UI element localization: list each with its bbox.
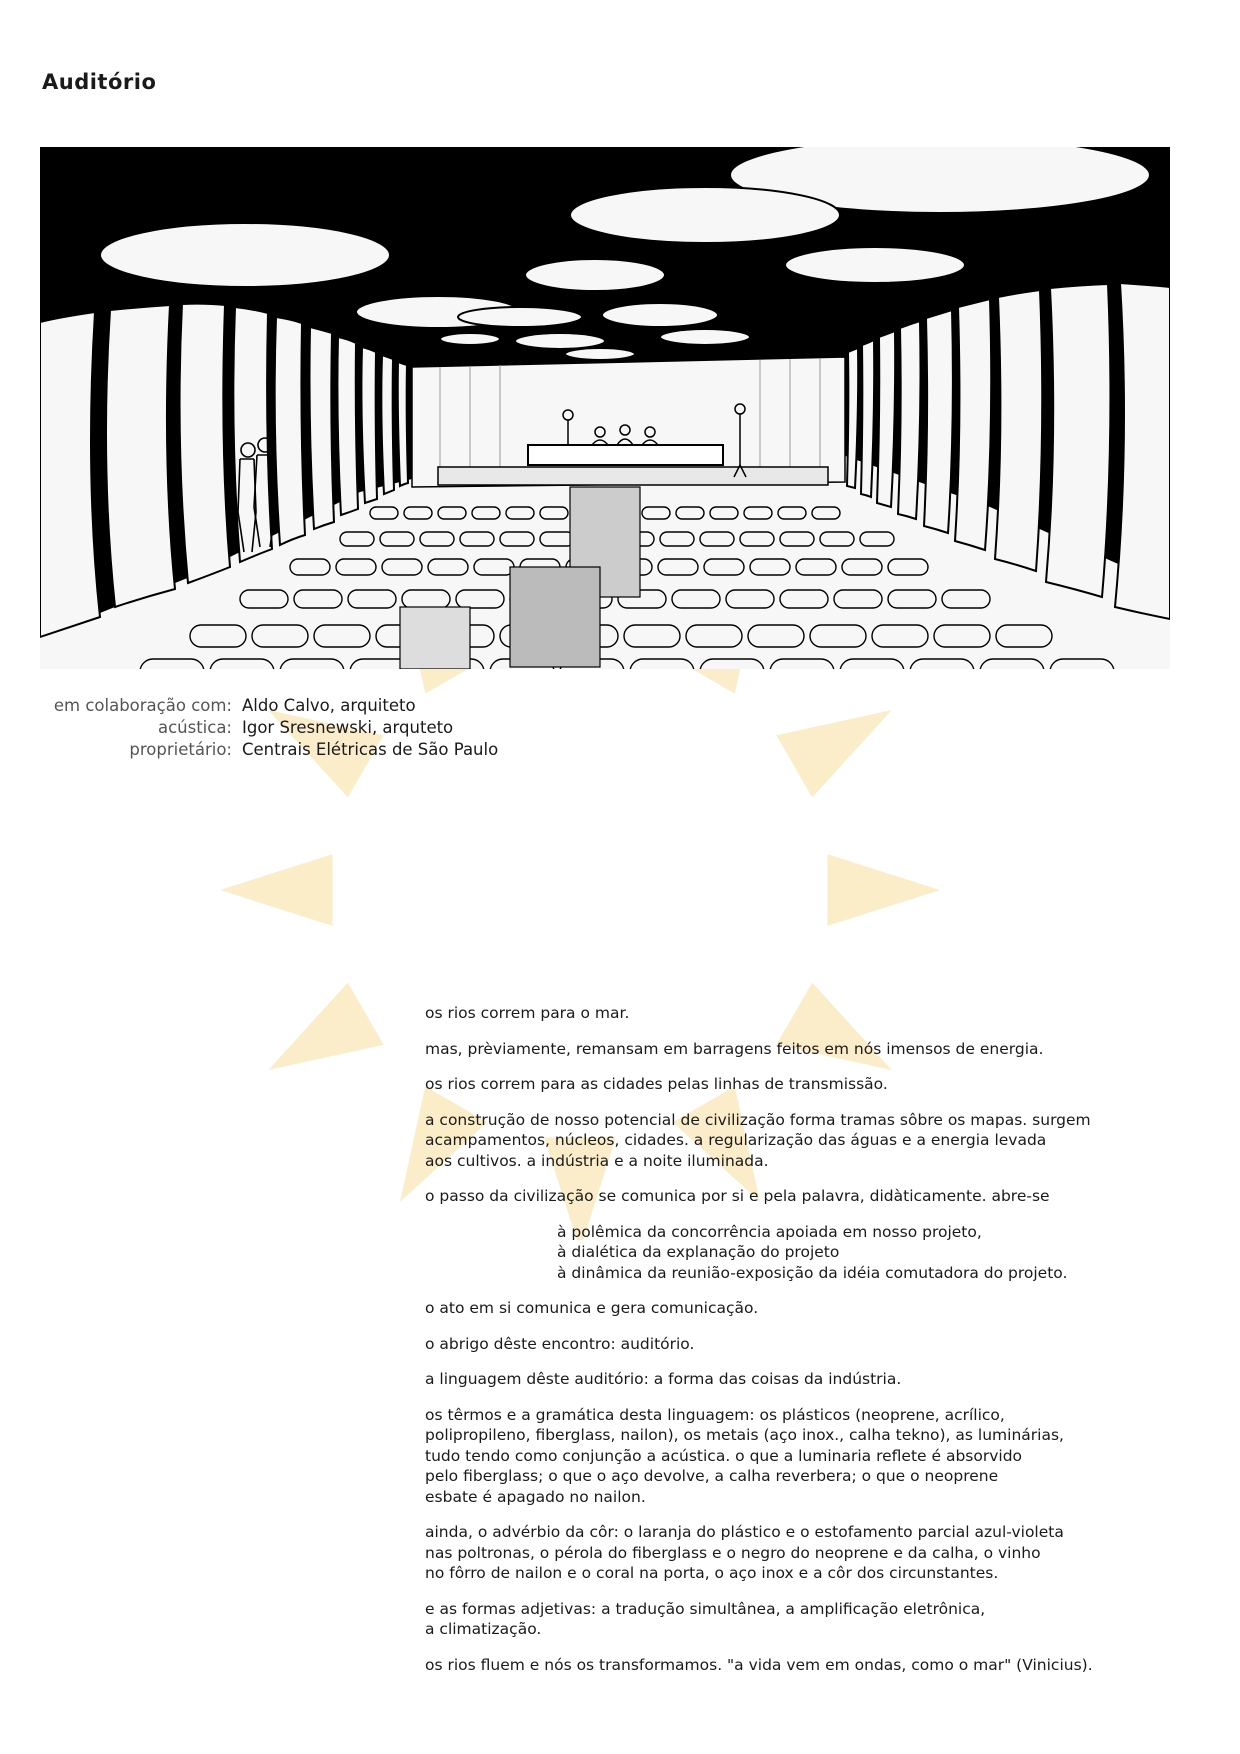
audience-seat — [810, 625, 866, 647]
audience-seat — [700, 659, 764, 669]
text-line: polipropileno, fiberglass, nailon), os metais (aço inox., calha tekno), as luminárias, — [425, 1426, 1064, 1444]
audience-seat — [382, 559, 422, 575]
audience-seat — [456, 590, 504, 608]
audience-seat — [420, 532, 454, 546]
audience-seat — [210, 659, 274, 669]
audience-seat — [1050, 659, 1114, 669]
audience-seat — [888, 559, 928, 575]
paragraph — [425, 1074, 1180, 1095]
paragraph — [425, 1369, 1180, 1390]
audience-seat — [744, 507, 772, 519]
paragraph — [425, 1003, 1180, 1024]
text-line: os rios fluem e nós os transformamos. "a vida vem em ondas, como o mar" (Vinicius). — [425, 1655, 1093, 1674]
credit-label: em colaboração com: — [53, 696, 232, 715]
audience-seat — [888, 590, 936, 608]
paragraph — [425, 1655, 1180, 1676]
audience-seat — [336, 559, 376, 575]
text-line: o abrigo dêste encontro: auditório. — [425, 1334, 695, 1353]
sunburst-ray — [776, 710, 891, 797]
credit-value: Centrais Elétricas de São Paulo — [242, 740, 499, 759]
body-text — [425, 1003, 1180, 1690]
page-title: Auditório — [42, 70, 157, 94]
audience-seat — [672, 590, 720, 608]
text-line: à dialética da explanação do projeto — [557, 1243, 840, 1261]
audience-seat — [294, 590, 342, 608]
audience-seat — [726, 590, 774, 608]
audience-seat — [630, 659, 694, 669]
paragraph — [425, 1298, 1180, 1319]
text-line: mas, prèviamente, remansam em barragens feitos em nós imensos de energia. — [425, 1039, 1044, 1058]
text-line: acampamentos, núcleos, cidades. a regularização das águas e a energia levada — [425, 1131, 1047, 1149]
credits-block — [42, 695, 498, 761]
audience-seat — [704, 559, 744, 575]
text-line: a construção de nosso potencial de civilização forma tramas sôbre os mapas. surgem — [425, 1110, 1091, 1129]
text-line: ainda, o advérbio da côr: o laranja do plástico e o estofamento parcial azul-violeta — [425, 1523, 1064, 1541]
audience-seat — [780, 532, 814, 546]
paragraph — [425, 1334, 1180, 1355]
audience-seat — [740, 532, 774, 546]
audience-seat — [370, 507, 398, 519]
credit-label: acústica: — [157, 718, 232, 737]
audience-seat — [252, 625, 308, 647]
text-line: tudo tendo como conjunção a acústica. o que a luminaria reflete é absorvido — [425, 1446, 1023, 1465]
audience-seat — [500, 532, 534, 546]
audience-seat — [380, 532, 414, 546]
audience-seat — [820, 532, 854, 546]
audience-seat — [910, 659, 974, 669]
text-line: aos cultivos. a indústria e a noite iluminada. — [425, 1151, 769, 1170]
audience-seat — [658, 559, 698, 575]
audience-seat — [642, 507, 670, 519]
sunburst-ray — [220, 854, 333, 926]
audience-seat — [840, 659, 904, 669]
credit-label: proprietário: — [129, 740, 232, 759]
audience-seat — [942, 590, 990, 608]
audience-seat — [140, 659, 204, 669]
text-line: à polêmica da concorrência apoiada em nosso projeto, — [557, 1222, 982, 1241]
audience-seat — [506, 507, 534, 519]
audience-seat — [624, 625, 680, 647]
credit-value: Igor Sresnewski, arquteto — [242, 718, 454, 737]
text-line: nas poltronas, o pérola do fiberglass e o negro do neoprene e da calha, o vinho — [425, 1543, 1041, 1562]
paragraph — [425, 1039, 1180, 1060]
text-line: no fôrro de nailon e o coral na porta, o aço inox e a côr dos circunstantes. — [425, 1564, 999, 1582]
audience-seat — [796, 559, 836, 575]
audience-seat — [934, 625, 990, 647]
audience-seat — [438, 507, 466, 519]
credit-collaboration — [42, 695, 498, 717]
auditorium-drawing-icon — [40, 147, 1170, 669]
audience-seat — [860, 532, 894, 546]
audience-seat — [996, 625, 1052, 647]
audience-seat — [240, 590, 288, 608]
audience-seat — [540, 532, 574, 546]
sunburst-ray — [827, 854, 940, 926]
paragraph — [425, 1186, 1180, 1207]
audience-seat — [404, 507, 432, 519]
audience-seat — [780, 590, 828, 608]
credit-owner — [42, 739, 498, 761]
audience-seat — [770, 659, 834, 669]
credit-acoustics — [42, 717, 498, 739]
audience-seat — [812, 507, 840, 519]
indented-list — [425, 1222, 1180, 1284]
audience-seat — [676, 507, 704, 519]
audience-seat — [314, 625, 370, 647]
text-line: o passo da civilização se comunica por si e pela palavra, didàticamente. abre-se — [425, 1187, 1050, 1205]
text-line: a climatização. — [425, 1620, 542, 1638]
text-line: pelo fiberglass; o que o aço devolve, a calha reverbera; o que o neoprene — [425, 1467, 999, 1485]
text-line: o ato em si comunica e gera comunicação. — [425, 1299, 759, 1317]
paragraph — [425, 1522, 1180, 1584]
text-line: e as formas adjetivas: a tradução simultânea, a amplificação eletrônica, — [425, 1599, 986, 1618]
credit-value: Aldo Calvo, arquiteto — [242, 696, 416, 715]
audience-seat — [872, 625, 928, 647]
audience-seat — [540, 507, 568, 519]
text-line: esbate é apagado no nailon. — [425, 1487, 646, 1506]
paragraph — [425, 1110, 1180, 1172]
audience-seat — [190, 625, 246, 647]
audience-seat — [402, 590, 450, 608]
text-line: os rios correm para as cidades pelas linhas de transmissão. — [425, 1075, 888, 1093]
audience-seat — [750, 559, 790, 575]
audience-seat — [474, 559, 514, 575]
audience-seat — [472, 507, 500, 519]
audience-seat — [340, 532, 374, 546]
audience-seat — [748, 625, 804, 647]
audience-seat — [348, 590, 396, 608]
audience-seat — [280, 659, 344, 669]
audience-seat — [778, 507, 806, 519]
audience-seat — [686, 625, 742, 647]
audience-seat — [842, 559, 882, 575]
audience-seat — [428, 559, 468, 575]
audience-seat — [700, 532, 734, 546]
text-line: a linguagem dêste auditório: a forma das coisas da indústria. — [425, 1370, 902, 1388]
paragraph — [425, 1599, 1180, 1640]
audience-seat — [834, 590, 882, 608]
text-line: os rios correm para o mar. — [425, 1004, 630, 1022]
sunburst-ray — [268, 983, 383, 1070]
audience-seat — [980, 659, 1044, 669]
audience-seat — [660, 532, 694, 546]
audience-seat — [290, 559, 330, 575]
paragraph — [425, 1405, 1180, 1508]
audience-seat — [710, 507, 738, 519]
audience-seat — [460, 532, 494, 546]
text-line: os têrmos e a gramática desta linguagem: os plásticos (neoprene, acrílico, — [425, 1405, 1005, 1424]
text-line: à dinâmica da reunião-exposição da idéia comutadora do projeto. — [557, 1263, 1068, 1282]
